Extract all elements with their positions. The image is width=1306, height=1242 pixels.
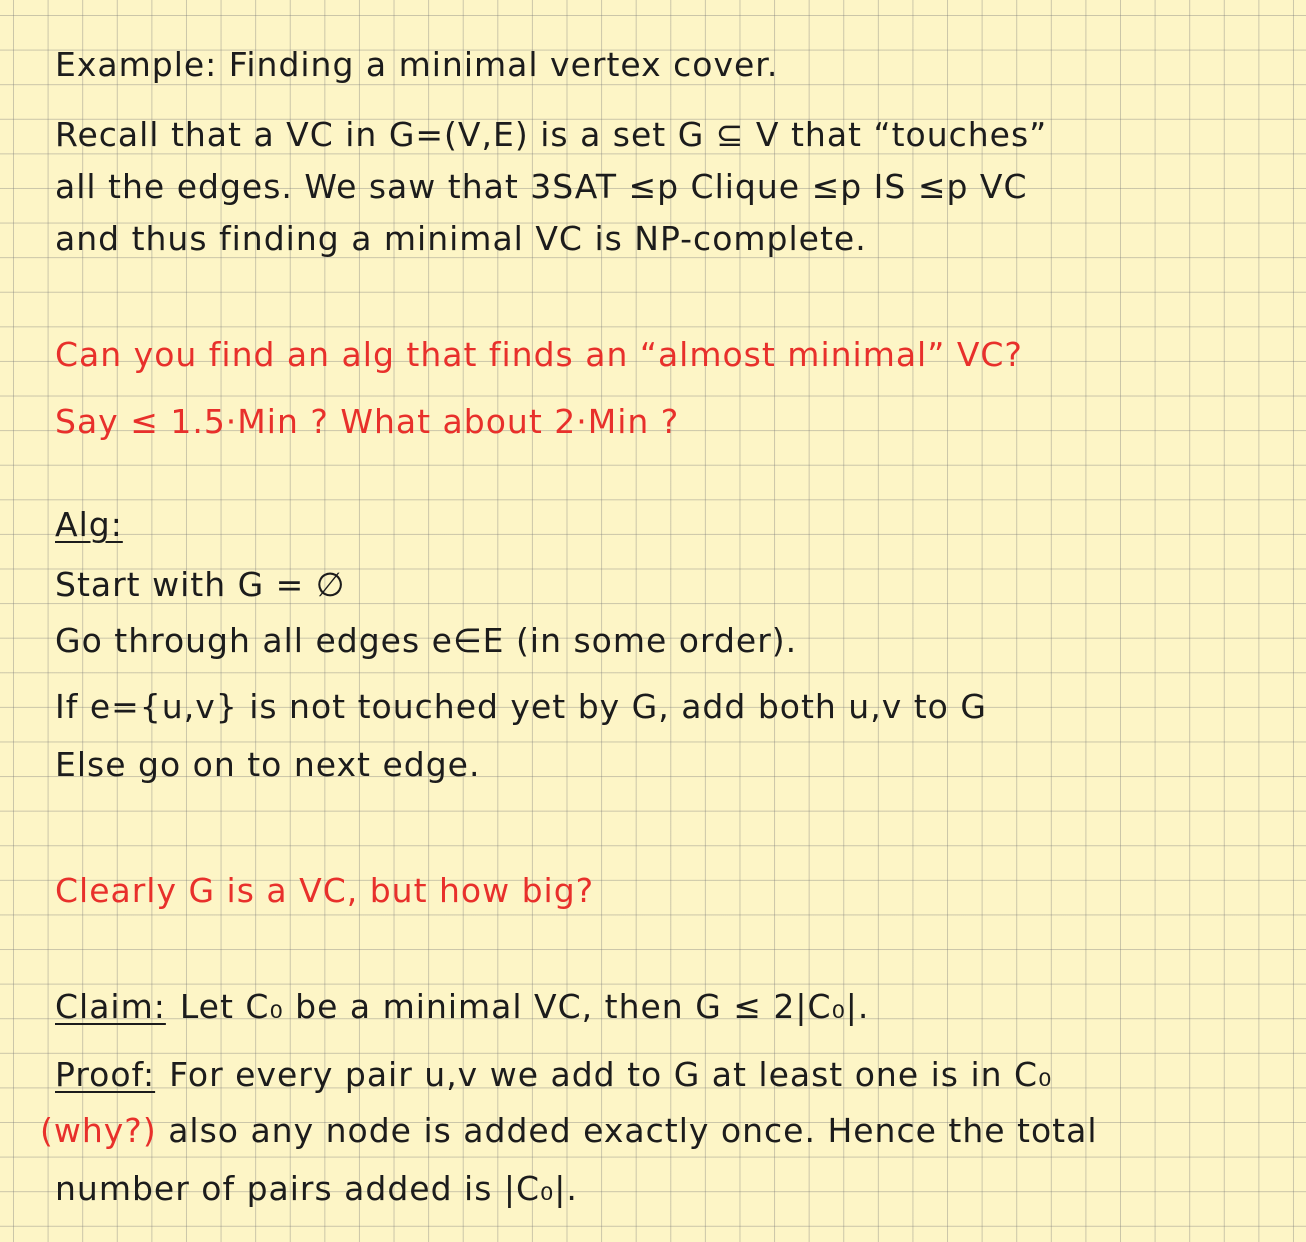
proof-text-1: For every pair u,v we add to G at least one is in C₀ <box>169 1055 1053 1094</box>
remark-line: Clearly G is a VC, but how big? <box>55 871 595 910</box>
claim-text: Let C₀ be a minimal VC, then G ≤ 2|C₀|. <box>179 987 870 1026</box>
claim-label: Claim: <box>55 987 166 1026</box>
alg-step-3: If e={u,v} is not touched yet by G, add both u,v to G <box>55 687 987 726</box>
alg-step-1: Start with G = ∅ <box>55 565 346 604</box>
intro-line-1: Example: Finding a minimal vertex cover. <box>55 45 779 84</box>
alg-step-2: Go through all edges e∈E (in some order). <box>55 621 798 660</box>
proof-line-1 <box>55 1055 1053 1094</box>
intro-line-4: and thus finding a minimal VC is NP-complete. <box>55 219 867 258</box>
claim-line <box>55 987 870 1026</box>
intro-line-3: all the edges. We saw that 3SAT ≤p Clique ≤p IS ≤p VC <box>55 167 1028 206</box>
question-line-2: Say ≤ 1.5·Min ? What about 2·Min ? <box>55 402 680 441</box>
proof-line-2 <box>40 1111 1098 1150</box>
question-line-1: Can you find an alg that finds an “almost minimal” VC? <box>55 335 1023 374</box>
alg-step-4: Else go on to next edge. <box>55 745 481 784</box>
proof-label: Proof: <box>55 1055 156 1094</box>
proof-text-2: also any node is added exactly once. Hence the total <box>156 1111 1098 1150</box>
alg-heading: Alg: <box>55 505 123 544</box>
proof-why: (why?) <box>40 1111 157 1150</box>
proof-line-3: number of pairs added is |C₀|. <box>55 1169 578 1208</box>
intro-line-2: Recall that a VC in G=(V,E) is a set G ⊆ V that “touches” <box>55 115 1048 154</box>
